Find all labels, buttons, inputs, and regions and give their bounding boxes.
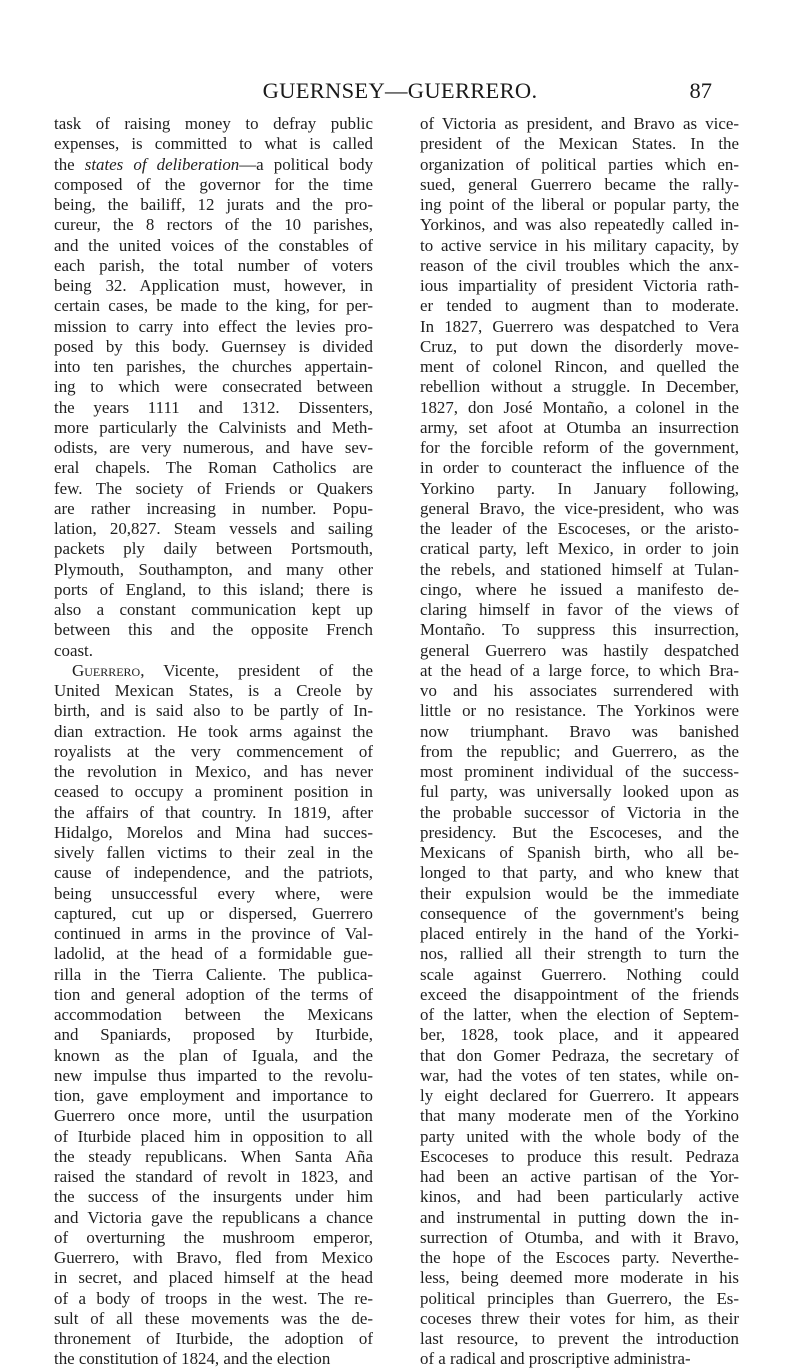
text-line	[420, 1248, 739, 1268]
line-text: to active service in his military capacity, by	[420, 235, 739, 255]
text-line	[420, 641, 739, 661]
text-line	[54, 236, 373, 256]
line-text: president of the Mexican States. In the	[420, 134, 739, 154]
line-text: Yorkinos, and was also repeatedly called in-	[420, 215, 739, 235]
line-text: more particularly the Calvinists and Meth-	[54, 417, 373, 437]
text-line	[54, 377, 373, 397]
line-text: Cruz, to put down the disorderly move-	[420, 336, 739, 356]
text-line	[54, 1289, 373, 1309]
line-text: surrection of Otumba, and with it Bravo,	[420, 1227, 739, 1247]
text-line	[54, 580, 373, 600]
line-text: and instrumental in putting down the in-	[420, 1207, 739, 1227]
line-text: exceed the disappointment of the friends	[420, 984, 739, 1004]
text-line	[420, 1167, 739, 1187]
line-text: from the republic; and Guerrero, as the	[420, 741, 739, 761]
text-line	[54, 519, 373, 539]
text-line	[420, 803, 739, 823]
text-line	[420, 985, 739, 1005]
text-line	[54, 742, 373, 762]
running-title: GUERNSEY—GUERRERO.	[262, 78, 538, 103]
text-line	[54, 1268, 373, 1288]
line-text: sued, general Guerrero became the rally-	[420, 174, 739, 194]
text-line	[54, 215, 373, 235]
line-text: and Victoria gave the republicans a chance	[54, 1207, 373, 1227]
line-text: the rebels, and stationed himself at Tulan-	[420, 559, 739, 579]
text-line	[420, 1046, 739, 1066]
line-text: cingo, where he issued a manifesto de-	[420, 579, 739, 599]
text-line	[420, 762, 739, 782]
line-text: ports of England, to this island; there is	[54, 579, 373, 599]
text-line	[420, 337, 739, 357]
text-line	[420, 1147, 739, 1167]
running-head	[0, 76, 800, 110]
line-text: between this and the opposite French	[54, 620, 373, 640]
line-text: Plymouth, Southampton, and many other	[54, 559, 373, 579]
text-line	[420, 418, 739, 438]
entry-headword: Guerrero,	[72, 660, 145, 680]
text-line	[54, 479, 373, 499]
line-text: reason of the civil troubles which the anx-	[420, 255, 739, 275]
line-text: being 32. Application must, however, in	[54, 276, 373, 295]
line-text: general Bravo, the vice-president, who was	[420, 498, 739, 518]
line-text: the success of the insurgents under him	[54, 1187, 373, 1207]
line-text: task of raising money to defray public	[54, 114, 373, 133]
line-text: their expulsion would be the immediate	[420, 883, 739, 903]
line-text: thronement of Iturbide, the adoption of	[54, 1329, 373, 1348]
text-line	[54, 1349, 373, 1369]
text-line	[420, 377, 739, 397]
line-text: the probable successor of Victoria in the	[420, 802, 739, 822]
text-line	[420, 742, 739, 762]
line-text: war, had the votes of ten states, while on-	[420, 1065, 739, 1085]
line-text: the years 1111 and 1312. Dissenters,	[54, 397, 373, 417]
text-line	[420, 155, 739, 175]
text-line	[54, 1046, 373, 1066]
text-line	[54, 560, 373, 580]
line-text: political principles than Guerrero, the Es-	[420, 1288, 739, 1308]
text-line	[54, 337, 373, 357]
text-line	[420, 296, 739, 316]
text-line	[54, 944, 373, 964]
text-line	[420, 195, 739, 215]
line-text: lation, 20,827. Steam vessels and sailing	[54, 519, 373, 538]
line-text: general Guerrero was hastily despatched	[420, 640, 739, 660]
line-text: kinos, and had been particularly active	[420, 1187, 739, 1207]
text-line	[54, 1106, 373, 1126]
line-text: dian extraction. He took arms against the	[54, 721, 373, 741]
line-text: sively fallen victims to their zeal in the	[54, 843, 373, 862]
text-line	[420, 1329, 739, 1349]
text-line	[420, 863, 739, 883]
line-text: few. The society of Friends or Quakers	[54, 478, 373, 498]
line-text: the states of deliberation—a political body	[54, 154, 373, 174]
line-text: Escoceses to produce this result. Pedraza	[420, 1146, 739, 1166]
line-text: odists, are very numerous, and have sev-	[54, 438, 373, 457]
line-text: longed to that party, and who knew that	[420, 863, 739, 883]
line-text: for the forcible reform of the government,	[420, 438, 739, 457]
line-text: expenses, is committed to what is called	[54, 134, 373, 154]
line-text: ly eight declared for Guerrero. It appears	[420, 1086, 739, 1105]
line-text: Montaño. To suppress this insurrection,	[420, 620, 739, 640]
line-text: ber, 1828, took place, and it appeared	[420, 1025, 739, 1045]
line-text: had been an active partisan of the Yor-	[420, 1167, 739, 1186]
line-text: coceses threw their votes for him, as their	[420, 1308, 739, 1328]
text-line	[54, 965, 373, 985]
line-text: Hidalgo, Morelos and Mina had succes-	[54, 822, 373, 842]
text-line	[54, 600, 373, 620]
text-line	[420, 114, 739, 134]
text-line	[420, 1005, 739, 1025]
text-line	[420, 661, 739, 681]
text-line	[54, 438, 373, 458]
line-text: continued in arms in the province of Val-	[54, 924, 373, 943]
text-line	[54, 1309, 373, 1329]
text-line	[54, 317, 373, 337]
line-text: of Victoria as president, and Bravo as vice-	[420, 114, 739, 133]
line-text: vo and his associates surrendered with	[420, 681, 739, 700]
text-line	[54, 499, 373, 519]
text-line	[420, 256, 739, 276]
text-line	[54, 195, 373, 215]
line-text: ing point of the liberal or popular party, the	[420, 195, 739, 214]
text-line	[54, 1005, 373, 1025]
line-text: mission to carry into effect the levies pro-	[54, 316, 373, 336]
text-line	[420, 580, 739, 600]
text-line	[420, 965, 739, 985]
left-column	[54, 114, 373, 1370]
line-text: the revolution in Mexico, and has never	[54, 762, 373, 781]
line-text: are rather increasing in number. Popu-	[54, 498, 373, 518]
line-text: consequence of the government's being	[420, 903, 739, 923]
text-line	[420, 1349, 739, 1369]
right-column	[420, 114, 739, 1370]
text-line	[54, 722, 373, 742]
text-line	[420, 1127, 739, 1147]
text-line	[54, 398, 373, 418]
text-line	[420, 175, 739, 195]
line-text: coast.	[54, 640, 93, 660]
line-text: each parish, the total number of voters	[54, 255, 373, 275]
line-text: packets ply daily between Portsmouth,	[54, 539, 373, 559]
line-text: rilla in the Tierra Caliente. The publica-	[54, 964, 373, 984]
text-line	[420, 357, 739, 377]
line-text: ful party, was universally looked upon as	[420, 782, 739, 802]
text-line	[420, 701, 739, 721]
text-line	[420, 1187, 739, 1207]
text-line	[54, 701, 373, 721]
line-text: Yorkino party. In January following,	[420, 478, 739, 498]
line-text: ing to which were consecrated between	[54, 377, 373, 397]
text-line	[420, 1268, 739, 1288]
text-line	[420, 276, 739, 296]
line-text: 1827, don José Montaño, a colonel in the	[420, 397, 739, 417]
text-line	[54, 1208, 373, 1228]
text-line	[420, 1066, 739, 1086]
line-text: cause of independence, and the patriots,	[54, 863, 373, 883]
text-line	[420, 924, 739, 944]
text-line	[420, 398, 739, 418]
line-text: known as the plan of Iguala, and the	[54, 1045, 373, 1065]
text-line	[54, 985, 373, 1005]
line-text: er tended to augment than to moderate.	[420, 296, 739, 316]
text-line	[420, 1289, 739, 1309]
text-line	[54, 458, 373, 478]
text-line	[420, 904, 739, 924]
text-line	[420, 236, 739, 256]
line-text: organization of political parties which en-	[420, 154, 739, 174]
line-text: new impulse thus imparted to the revolu-	[54, 1065, 373, 1085]
text-line	[54, 1025, 373, 1045]
line-text: Mexicans of Spanish birth, who all be-	[420, 843, 739, 862]
text-line	[420, 519, 739, 539]
text-line	[420, 1106, 739, 1126]
text-line	[54, 256, 373, 276]
line-text: party united with the whole body of the	[420, 1126, 739, 1146]
line-text: ladolid, at the head of a formidable gue-	[54, 944, 373, 964]
line-text: eral chapels. The Roman Catholics are	[54, 458, 373, 478]
text-line	[54, 762, 373, 782]
line-text: and the united voices of the constables of	[54, 235, 373, 255]
text-line	[420, 499, 739, 519]
text-line	[54, 1228, 373, 1248]
text-line	[54, 114, 373, 134]
text-line	[54, 357, 373, 377]
text-line	[54, 1187, 373, 1207]
text-line	[420, 681, 739, 701]
text-line	[54, 904, 373, 924]
line-text: royalists at the very commencement of	[54, 741, 373, 761]
text-line	[54, 924, 373, 944]
line-text: ment of colonel Rincon, and quelled the	[420, 357, 739, 376]
text-line	[54, 1147, 373, 1167]
line-text: birth, and is said also to be partly of In-	[54, 701, 373, 721]
line-text: composed of the governor for the time	[54, 174, 373, 194]
text-line	[420, 823, 739, 843]
line-text: Vicente, president of the	[144, 660, 373, 680]
line-text: little or no resistance. The Yorkinos were	[420, 701, 739, 721]
line-text: at the head of a large force, to which Bra-	[420, 660, 739, 680]
text-line	[420, 782, 739, 802]
text-line	[54, 843, 373, 863]
line-text: cratical party, left Mexico, in order to join	[420, 539, 739, 559]
line-text: being unsuccessful every where, were	[54, 883, 373, 903]
text-line	[54, 863, 373, 883]
line-text: ceased to occupy a prominent position in	[54, 782, 373, 802]
line-text: less, being deemed more moderate in his	[420, 1268, 739, 1288]
text-line	[420, 215, 739, 235]
text-line	[54, 1248, 373, 1268]
text-line	[420, 722, 739, 742]
text-line	[54, 155, 373, 175]
line-text: Guerrero, with Bravo, fled from Mexico	[54, 1248, 373, 1267]
text-line	[54, 1167, 373, 1187]
line-text: the affairs of that country. In 1819, after	[54, 802, 373, 822]
line-text: army, set afoot at Otumba an insurrection	[420, 417, 739, 437]
line-text: tion, gave employment and importance to	[54, 1086, 373, 1105]
text-line	[54, 803, 373, 823]
text-line	[420, 1086, 739, 1106]
text-line	[54, 1066, 373, 1086]
text-line	[54, 1127, 373, 1147]
text-line	[54, 276, 373, 296]
line-text: the leader of the Escoceses, or the aristo-	[420, 519, 739, 538]
line-text: into ten parishes, the churches appertain-	[54, 357, 373, 376]
line-text: captured, cut up or dispersed, Guerrero	[54, 903, 373, 923]
line-text: of Iturbide placed him in opposition to all	[54, 1126, 373, 1146]
text-line	[420, 884, 739, 904]
text-line	[54, 661, 373, 681]
text-line	[420, 600, 739, 620]
line-text: that don Gomer Pedraza, the secretary of	[420, 1045, 739, 1065]
text-line	[54, 134, 373, 154]
text-line	[420, 620, 739, 640]
line-text: of a radical and proscriptive administra-	[420, 1349, 691, 1369]
text-line	[420, 1025, 739, 1045]
line-text: cureur, the 8 rectors of the 10 parishes,	[54, 215, 373, 235]
text-line	[420, 843, 739, 863]
text-line	[420, 1228, 739, 1248]
text-line	[54, 539, 373, 559]
line-text: nos, rallied all their strength to turn the	[420, 944, 739, 964]
text-line	[420, 944, 739, 964]
text-line	[420, 458, 739, 478]
text-line	[54, 1086, 373, 1106]
line-text: in order to counteract the influence of the	[420, 458, 739, 478]
line-text: in secret, and placed himself at the head	[54, 1268, 373, 1288]
line-text: the constitution of 1824, and the election	[54, 1349, 331, 1369]
text-line	[420, 1309, 739, 1329]
line-text: certain cases, be made to the king, for per-	[54, 296, 373, 316]
text-line	[54, 884, 373, 904]
line-text: that many moderate men of the Yorkino	[420, 1106, 739, 1126]
line-text: tion and general adoption of the terms of	[54, 984, 373, 1004]
text-line	[420, 134, 739, 154]
line-text: of a body of troops in the west. The re-	[54, 1288, 373, 1308]
text-line	[420, 539, 739, 559]
line-text: the steady republicans. When Santa Aña	[54, 1146, 373, 1166]
text-line	[54, 620, 373, 640]
line-text: In 1827, Guerrero was despatched to Vera	[420, 316, 739, 336]
text-line	[420, 479, 739, 499]
line-text: now triumphant. Bravo was banished	[420, 721, 739, 741]
text-line	[54, 823, 373, 843]
text-line	[54, 175, 373, 195]
line-text: raised the standard of revolt in 1823, and	[54, 1167, 373, 1186]
text-line	[420, 317, 739, 337]
line-text: posed by this body. Guernsey is divided	[54, 336, 373, 356]
line-text: United Mexican States, is a Creole by	[54, 681, 373, 700]
line-text: being, the bailiff, 12 jurats and the pro-	[54, 195, 373, 214]
text-line	[420, 438, 739, 458]
line-text: accommodation between the Mexicans	[54, 1005, 373, 1024]
line-text: also a constant communication kept up	[54, 600, 373, 619]
line-text: presidency. But the Escoceses, and the	[420, 822, 739, 842]
line-text: placed entirely in the hand of the Yorki-	[420, 924, 739, 943]
text-line	[54, 1329, 373, 1349]
text-line	[54, 296, 373, 316]
text-line	[54, 782, 373, 802]
line-text: and Spaniards, proposed by Iturbide,	[54, 1025, 373, 1045]
text-line	[420, 1208, 739, 1228]
text-line	[54, 418, 373, 438]
text-line	[54, 681, 373, 701]
text-line	[420, 560, 739, 580]
line-text: the hope of the Escoces party. Neverthe-	[420, 1248, 739, 1267]
line-text: of overturning the mushroom emperor,	[54, 1227, 373, 1247]
line-text: scale against Guerrero. Nothing could	[420, 964, 739, 984]
line-text: most prominent individual of the success-	[420, 762, 739, 781]
line-text: claring himself in favor of the views of	[420, 600, 739, 619]
page-number: 87	[689, 78, 712, 103]
line-text: of the latter, when the election of Septem-	[420, 1005, 739, 1024]
line-text: ious impartiality of president Victoria rath-	[420, 276, 739, 295]
line-text: last resource, to prevent the introduction	[420, 1329, 739, 1348]
line-text: Guerrero once more, until the usurpation	[54, 1106, 373, 1126]
line-text: sult of all these movements was the de-	[54, 1308, 373, 1328]
text-line	[54, 641, 373, 661]
line-text: rebellion without a struggle. In December,	[420, 377, 739, 397]
